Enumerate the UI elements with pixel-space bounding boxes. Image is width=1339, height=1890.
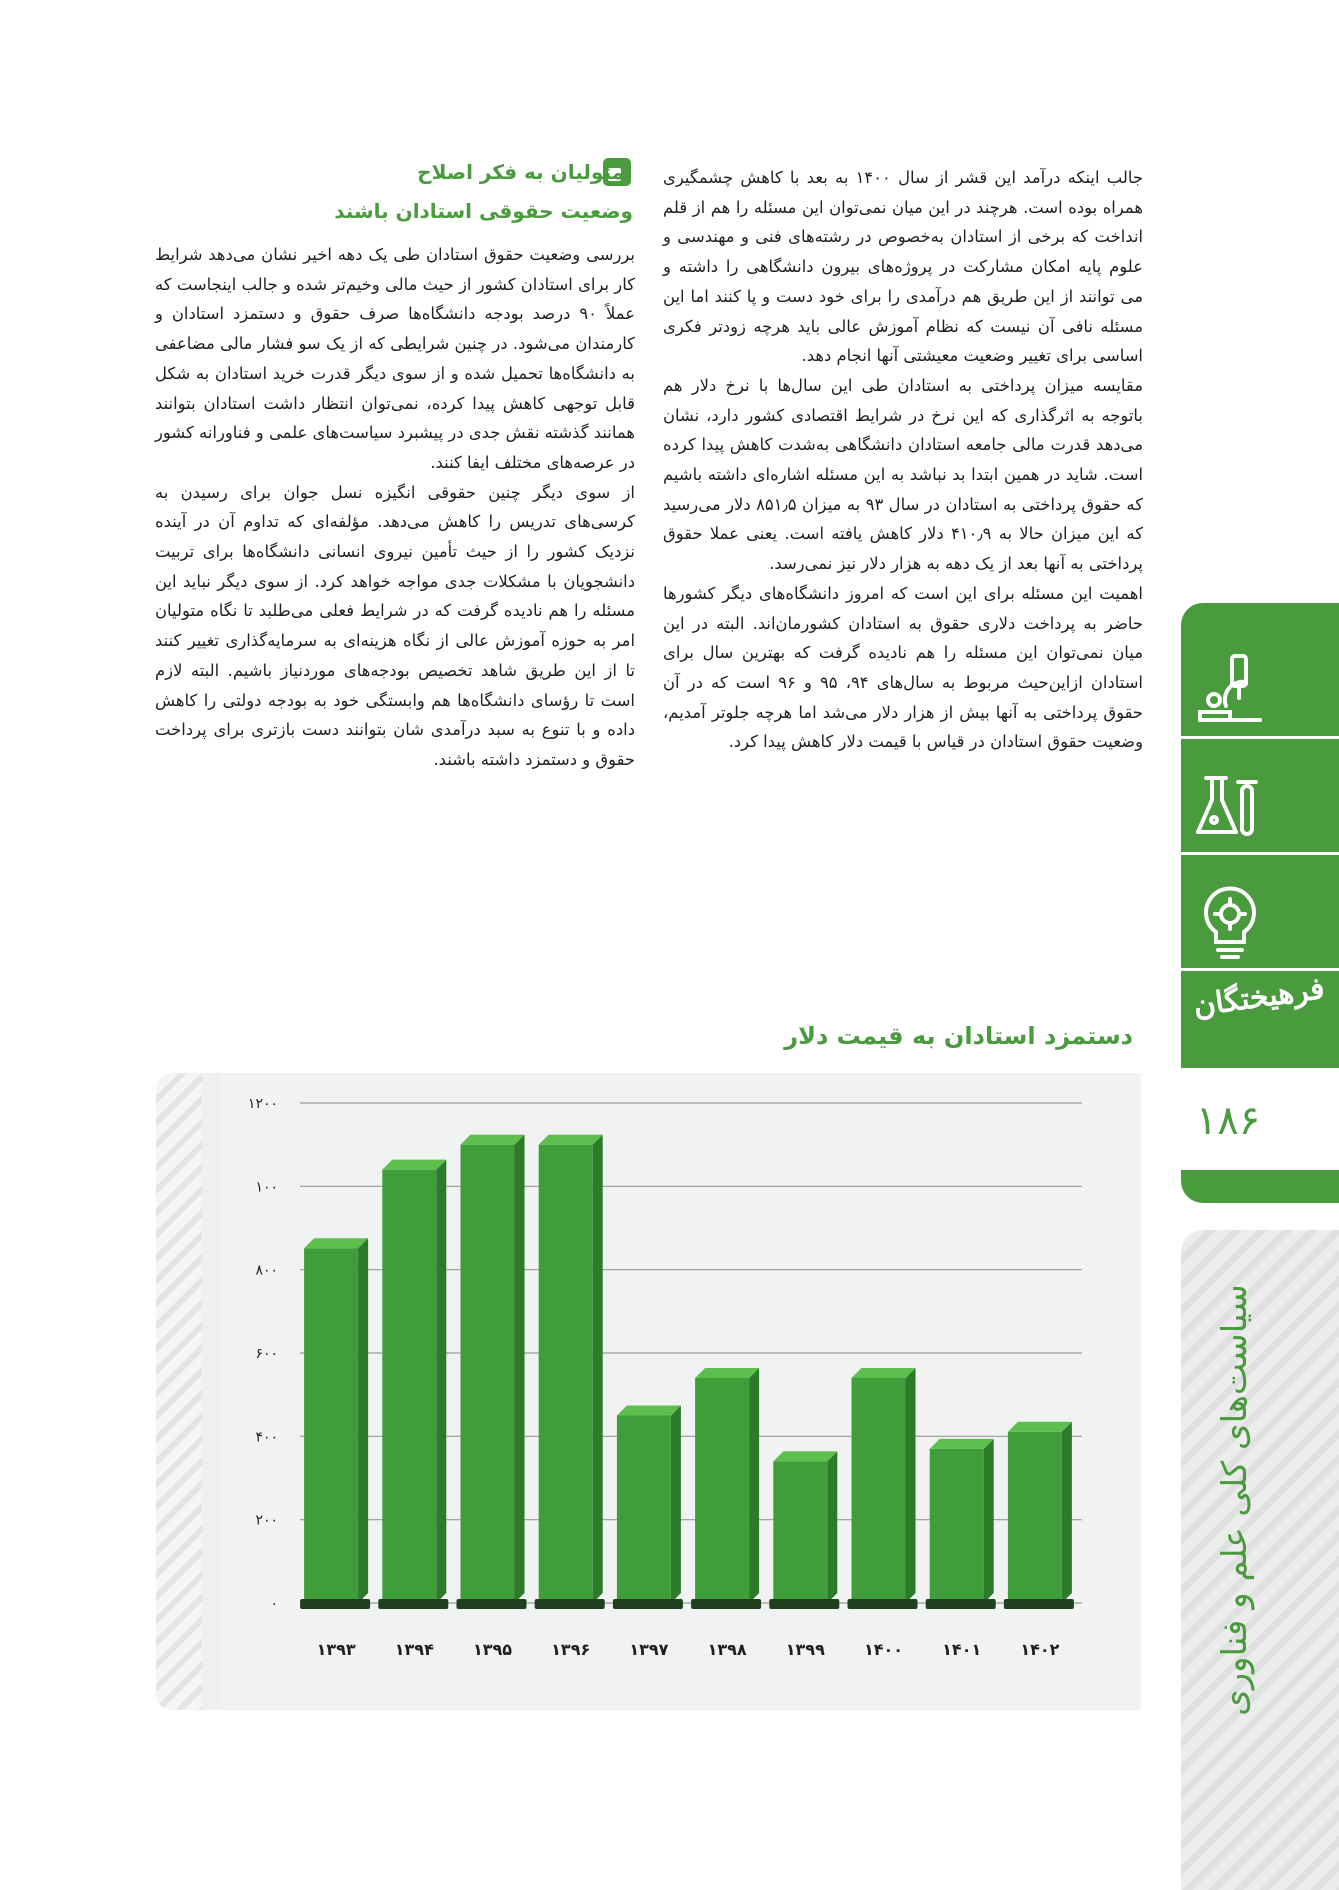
bar (930, 1449, 984, 1603)
sidebar-green-tab-bottom (1181, 1170, 1339, 1203)
bar (695, 1378, 749, 1603)
x-tick-label: ۱۳۹۳ (316, 1640, 356, 1659)
y-tick-label: ۱۲۰۰ (247, 1096, 278, 1112)
y-tick-label: ۱۰۰ (255, 1179, 278, 1196)
bar-top (695, 1368, 759, 1378)
x-tick-label: ۱۳۹۵ (472, 1640, 513, 1659)
y-tick-label: ۴۰۰ (255, 1429, 278, 1446)
bar-base (691, 1599, 761, 1609)
bar-base (1004, 1599, 1074, 1609)
bar-chart (222, 1073, 1141, 1710)
y-tick-label: ۶۰۰ (255, 1346, 278, 1362)
paragraph: اهمیت این مسئله برای این است که امروز دانشگاه‌های دیگر کشورها حاضر به پرداخت دلاری حقوق به استادان کشورمان‌اند. البته در این میان نمی‌توان این مسئله را هم نادیده گرفت که بهترین سال برای استادان ازاین‌حیث مربوط به سال‌های ۹۴، ۹۵ و ۹۶ است که در آن حقوق پرداختی به آنها بیش از هزار دلار می‌شد اما هرچه جلوتر آمدیم، وضعیت حقوق استادان در قیاس با قیمت دلار کاهش پیدا کرد. (663, 583, 1143, 752)
bar (304, 1248, 358, 1603)
bar-base (457, 1599, 527, 1609)
bar-side (984, 1439, 994, 1603)
y-tick-label: ۲۰۰ (255, 1512, 278, 1529)
bar-top (539, 1135, 603, 1145)
lightbulb-gear-icon (1190, 884, 1270, 964)
bar-side (671, 1406, 681, 1604)
bar-top (304, 1238, 368, 1248)
section-heading-line1: متولیان به فکر اصلاح (417, 160, 624, 184)
bar-side (593, 1135, 603, 1603)
chart-area (222, 1073, 1141, 1710)
bar-base (300, 1599, 370, 1609)
paragraph: جالب اینکه درآمد این قشر از سال ۱۴۰۰ به بعد با کاهش چشمگیری همراه بوده است. هرچند در این میان نمی‌توان این مسئله را هم از قلم انداخت که برخی از استادان به‌خصوص در رشته‌های فنی و مهندسی و علوم پایه امکان مشارکت در پروژه‌های بیرون دانشگاهی را داشته و می توانند از این طریق هم درآمدی را برای خود دست و پا کنند اما این مسئله نافی آن نیست که نظام آموزش عالی باید هرچه زودتر فکری اساسی برای تغییر وضعیت معیشتی آنها انجام دهد. (663, 168, 1143, 366)
tab-divider (1181, 968, 1339, 971)
bar (1008, 1432, 1062, 1603)
paragraph: از سوی دیگر چنین حقوقی انگیزه نسل جوان برای رسیدن به کرسی‌های تدریس را کاهش می‌دهد. مؤلفه‌ای که تداوم آن در آینده نزدیک کشور را از حیث تأمین نیروی انسانی دانشگاه‌ها برای تربیت دانشجویان با مشکلات جدی مواجه خواهد کرد. از سوی دیگر نباید این مسئله را هم نادیده گرفت که در شرایط فعلی می‌طلبد تا نگاه متولیان امر به حوزه آموزش عالی از نگاه هزینه‌ای به سرمایه‌گذاری تغییر کنند تا از این طریق شاهد تخصیص بودجه‌های موردنیاز باشیم. البته لازم است تا رؤسای دانشگاه‌ها هم وابستگی خود به بودجه دولتی را کاهش داده و با تنوع به سبد درآمدی شان بتوانند دست بازتری برای پرداخت حقوق و دستمزد داشته باشند. (155, 482, 635, 769)
vertical-section-title (1195, 1284, 1275, 1716)
bar-base (848, 1599, 918, 1609)
bar-side (515, 1135, 525, 1603)
bar (461, 1145, 515, 1603)
paragraph: بررسی وضعیت حقوق استادان طی یک دهه اخیر نشان می‌دهد شرایط کار برای استادان کشور از حیث مالی وخیم‌تر شده و جالب اینجاست که عملاً ۹۰ درصد بودجه دانشگاه‌ها صرف حقوق و دستمزد استادان و کارمندان می‌شود. در چنین شرایطی که از یک سو فشار مالی مضاعفی به دانشگاه‌ها تحمیل شده و از سوی دیگر قدرت خرید استادان به شکل قابل توجهی کاهش پیدا کرده، نمی‌توان انتظار داشت استادان بتوانند همانند گذشته نقش جدی در پیشبرد سیاست‌های علمی و فناورانه کشور در عرصه‌های مختلف ایفا کنند. (155, 245, 635, 472)
x-tick-label: ۱۳۹۴ (394, 1640, 434, 1659)
tab-divider (1181, 852, 1339, 855)
bar (617, 1416, 671, 1604)
chart-stripe-decoration (156, 1073, 202, 1710)
x-tick-label: ۱۳۹۷ (629, 1640, 669, 1659)
bar (773, 1461, 827, 1603)
bar-base (769, 1599, 839, 1609)
microscope-icon (1190, 650, 1270, 730)
paragraph: مقایسه میزان پرداختی به استادان طی این سال‌ها با نرخ دلار هم باتوجه به اثرگذاری که این نرخ در شرایط اقتصادی کشور دارد، نشان می‌دهد قدرت مالی جامعه استادان دانشگاهی به‌شدت کاهش پیدا کرده است. شاید در همین ابتدا بد نباشد به این مسئله اشاره‌ای داشته باشیم که حقوق پرداختی به استادان در سال ۹۳ به میزان ۸۵۱٫۵ دلار می‌رسید که این میزان حالا به ۴۱۰٫۹ دلار کاهش یافته است. یعنی عملا حقوق پرداختی به آنها بعد از یک دهه به هزار دلار نیز نمی‌رسد. (663, 375, 1144, 574)
article-column-left (155, 240, 635, 775)
bar-side (827, 1451, 837, 1603)
x-tick-label: ۱۴۰۰ (863, 1640, 904, 1659)
bar-side (358, 1238, 368, 1603)
bar-side (436, 1160, 446, 1603)
bar-top (1008, 1422, 1072, 1432)
bar (852, 1378, 906, 1603)
bar-side (1062, 1422, 1072, 1603)
bar-base (535, 1599, 605, 1609)
flask-icon (1190, 768, 1270, 848)
y-tick-label: ۸۰۰ (255, 1262, 278, 1279)
bar (382, 1170, 436, 1603)
vertical-title-text: سیاست‌های کلی علم و فناوری (1215, 1284, 1255, 1716)
x-tick-label: ۱۴۰۲ (1020, 1640, 1060, 1659)
bar-top (382, 1160, 446, 1170)
x-tick-label: ۱۳۹۹ (785, 1640, 825, 1659)
bar (539, 1145, 593, 1603)
bar-top (461, 1135, 525, 1145)
bar-base (926, 1599, 996, 1609)
x-tick-label: ۱۳۹۶ (551, 1640, 591, 1659)
bar-base (378, 1599, 448, 1609)
section-heading-line2: وضعیت حقوقی استادان باشند (334, 199, 633, 223)
bar-side (749, 1368, 759, 1603)
bar-top (773, 1451, 837, 1461)
bar-top (617, 1406, 681, 1416)
x-tick-label: ۱۳۹۸ (707, 1640, 747, 1659)
page-number: ۱۸۶ (1195, 1098, 1261, 1144)
bar-top (930, 1439, 994, 1449)
article-column-right (663, 163, 1143, 757)
bar-base (613, 1599, 683, 1609)
tab-divider (1181, 736, 1339, 739)
y-tick-label: ۰ (270, 1596, 278, 1612)
x-tick-label: ۱۴۰۱ (942, 1640, 982, 1659)
bar-top (852, 1368, 916, 1378)
bar-side (906, 1368, 916, 1603)
chart-title: دستمزد استادان به قیمت دلار (784, 1022, 1133, 1050)
brand-logo: فرهیختگان (1191, 970, 1327, 1025)
